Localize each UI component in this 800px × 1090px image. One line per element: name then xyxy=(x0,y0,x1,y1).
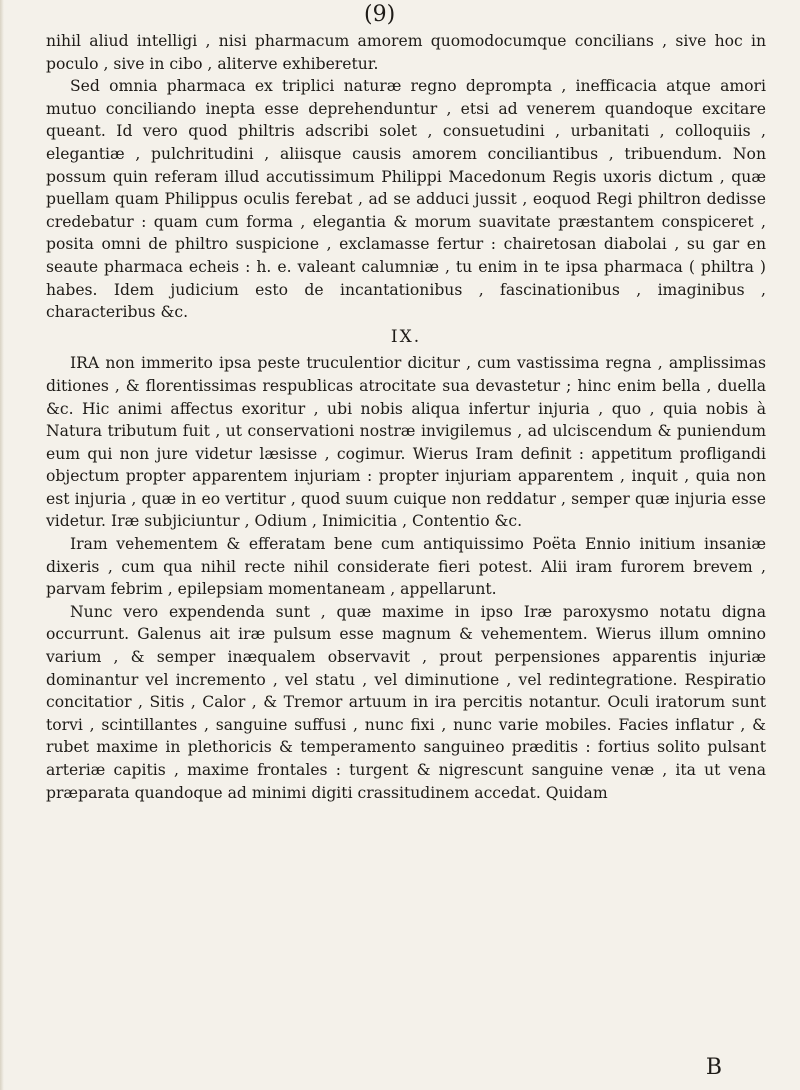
paragraph-4: Iram vehementem & efferatam bene cum antiquissimo Poëta Ennio initium insaniæ dixeris , cum qua nihil recte nihil considerate fieri potest. Alii iram furorem brevem , parvam febrim , epilepsiam momentaneam , appellarunt. xyxy=(46,535,766,599)
paragraph-1: nihil aliud intelligi , nisi pharmacum amorem quomodocumque concilians , sive hoc in poculo , sive in cibo , aliterve exhiberetur. xyxy=(46,32,766,73)
catchword: B xyxy=(705,1055,722,1080)
book-page xyxy=(46,0,766,1090)
body-text xyxy=(46,30,766,804)
paragraph-5: Nunc vero expendenda sunt , quæ maxime in ipso Iræ paroxysmo notatu digna occurrunt. Galenus ait iræ pulsum esse magnum & vehementem. Wierus illum omnino varium , & semper inæqualem observavit , prout perpensiones apparentis injuriæ dominantur vel incremento , vel statu , vel diminutione , vel redintegratione. Respiratio concitatior , Sitis , Calor , & Tremor artuum in ira percitis notantur. Oculi iratorum sunt torvi , scintillantes , sanguine suffusi , nunc fixi , nunc varie mobiles. Facies inflatur , & rubet maxime in plethoricis & temperamento sanguineo præditis : fortius solito pulsant arteriæ capitis , maxime frontales : turgent & nigrescunt sanguine venæ , ita ut vena præparata quandoque ad minimi digiti crassitudinem accedat. Quidam xyxy=(46,602,766,802)
gutter-shadow xyxy=(0,0,4,1090)
paragraph-3: IRA non immerito ipsa peste truculentior dicitur , cum vastissima regna , amplissimas ditiones , & florentissimas respublicas atrocitate sua devastetur ; hinc enim bella , duella &c. Hic animi affectus exoritur , ubi nobis aliqua infertur injuria , quo , quia nobis à Natura tributum fuit , ut conservationi nostræ invigilemus , ad ulciscendum & puniendum eum qui non jure videtur læsisse , cogimur. Wierus Iram definit : appetitum profligandi objectum propter apparentem injuriam : propter injuriam apparentem , inquit , quia non est injuria , quæ in eo vertitur , quod suum cuique non reddatur , semper quæ injuria esse videtur. Iræ subjiciuntur , Odium , Inimicitia , Contentio &c. xyxy=(46,354,766,531)
section-heading: IX. xyxy=(390,326,422,347)
page-number: (9) xyxy=(364,2,396,27)
paragraph-2: Sed omnia pharmaca ex triplici naturæ regno deprompta , inefficacia atque amori mutuo conciliando inepta esse deprehenduntur , etsi ad venerem quandoque excitare queant. Id vero quod philtris adscribi solet , consuetudini , urbanitati , colloquiis , elegantiæ , pulchritudini , aliisque causis amorem conciliantibus , tribuendum. Non possum quin referam illud accutissimum Philippi Macedonum Regis uxoris dictum , quæ puellam quam Philippus oculis ferebat , ad se adduci jussit , eoquod Regi philtron dedisse credebatur : quam cum forma , elegantia & morum suavitate præstantem conspiceret , posita omni de philtro suspicione , exclamasse fertur : chairetosan diabolai , su gar en seaute pharmaca echeis : h. e. valeant calumniæ , tu enim in te ipsa pharmaca ( philtra ) habes. Idem judicium esto de incantationibus , fascinationibus , imaginibus , characteribus &c. xyxy=(46,77,766,322)
